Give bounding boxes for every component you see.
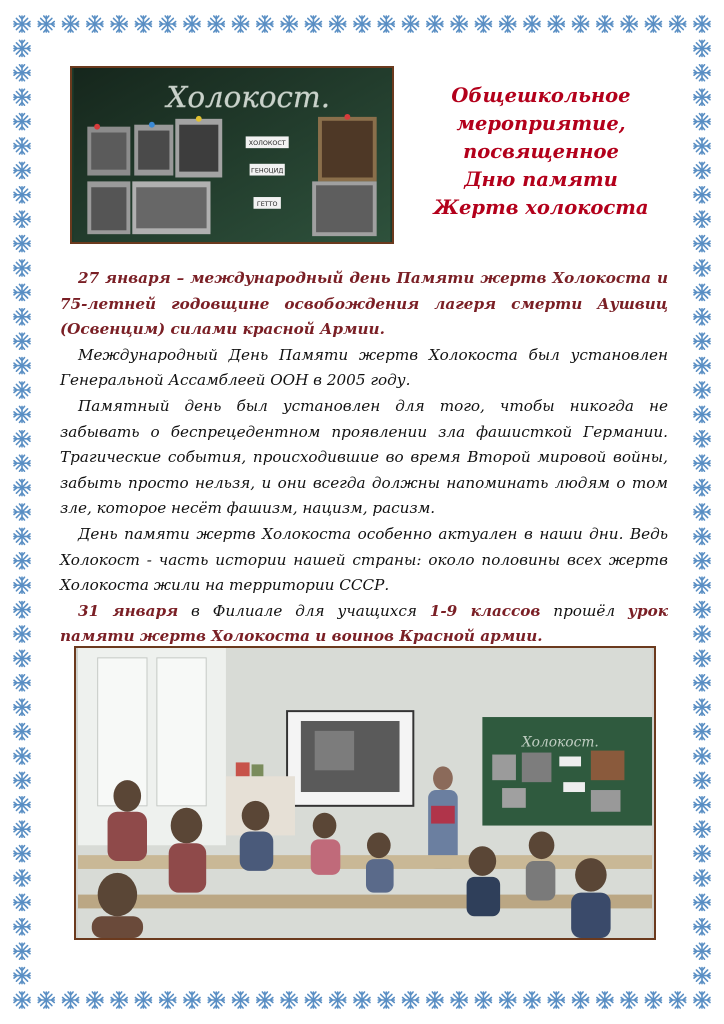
title-line: Дню памяти bbox=[464, 168, 618, 191]
event-name: урок памяти жертв Холокоста и воинов Красной армии. bbox=[60, 601, 668, 646]
page-title bbox=[410, 82, 672, 222]
title-line: Общешкольное bbox=[451, 84, 631, 107]
label-card-ghetto: ГЕТТО bbox=[256, 200, 278, 208]
board-photo bbox=[70, 66, 394, 244]
board-heading: Холокост. bbox=[166, 80, 331, 115]
paragraph-intro: 27 января – международный день Памяти жертв Холокоста и 75-летней годовщине освобождения лагеря смерти Аушвиц (Освенцим) силами красной Армии. bbox=[60, 269, 668, 339]
title-line: мероприятие, bbox=[456, 112, 626, 135]
label-card-holocaust: ХОЛОКОСТ bbox=[248, 140, 286, 148]
title-line: посвященное bbox=[463, 140, 619, 163]
classroom-board-heading: Холокост. bbox=[521, 734, 599, 751]
title-line: Жертв холокоста bbox=[433, 196, 649, 219]
label-card-genocide: ГЕНОЦИД bbox=[251, 167, 284, 175]
paragraph-relevance: День памяти жертв Холокоста особенно актуален в наши дни. Ведь Холокост - часть истории нашей страны: около половины всех жертв Холокоста жили на территории СССР. bbox=[60, 524, 668, 595]
event-text: прошёл bbox=[540, 601, 628, 620]
paragraph-un: Международный День Памяти жертв Холокоста был установлен Генеральной Ассамблеей ООН в 2005 году. bbox=[60, 345, 668, 390]
event-grades: 1-9 классов bbox=[429, 601, 541, 620]
article-body bbox=[60, 266, 668, 650]
event-date: 31 января bbox=[78, 601, 179, 620]
event-text: в Филиале для учащихся bbox=[178, 601, 430, 620]
paragraph-event bbox=[60, 599, 668, 650]
paragraph-purpose: Памятный день был установлен для того, чтобы никогда не забывать о беспрецедентном проявлении зла фашисткой Германии. Трагические события, происходившие во время Второй мировой войны, забыть просто нельзя, и они всегда должны напоминать людям о том зле, которое несёт фашизм, нацизм, расизм. bbox=[60, 396, 668, 518]
classroom-photo bbox=[74, 646, 656, 940]
